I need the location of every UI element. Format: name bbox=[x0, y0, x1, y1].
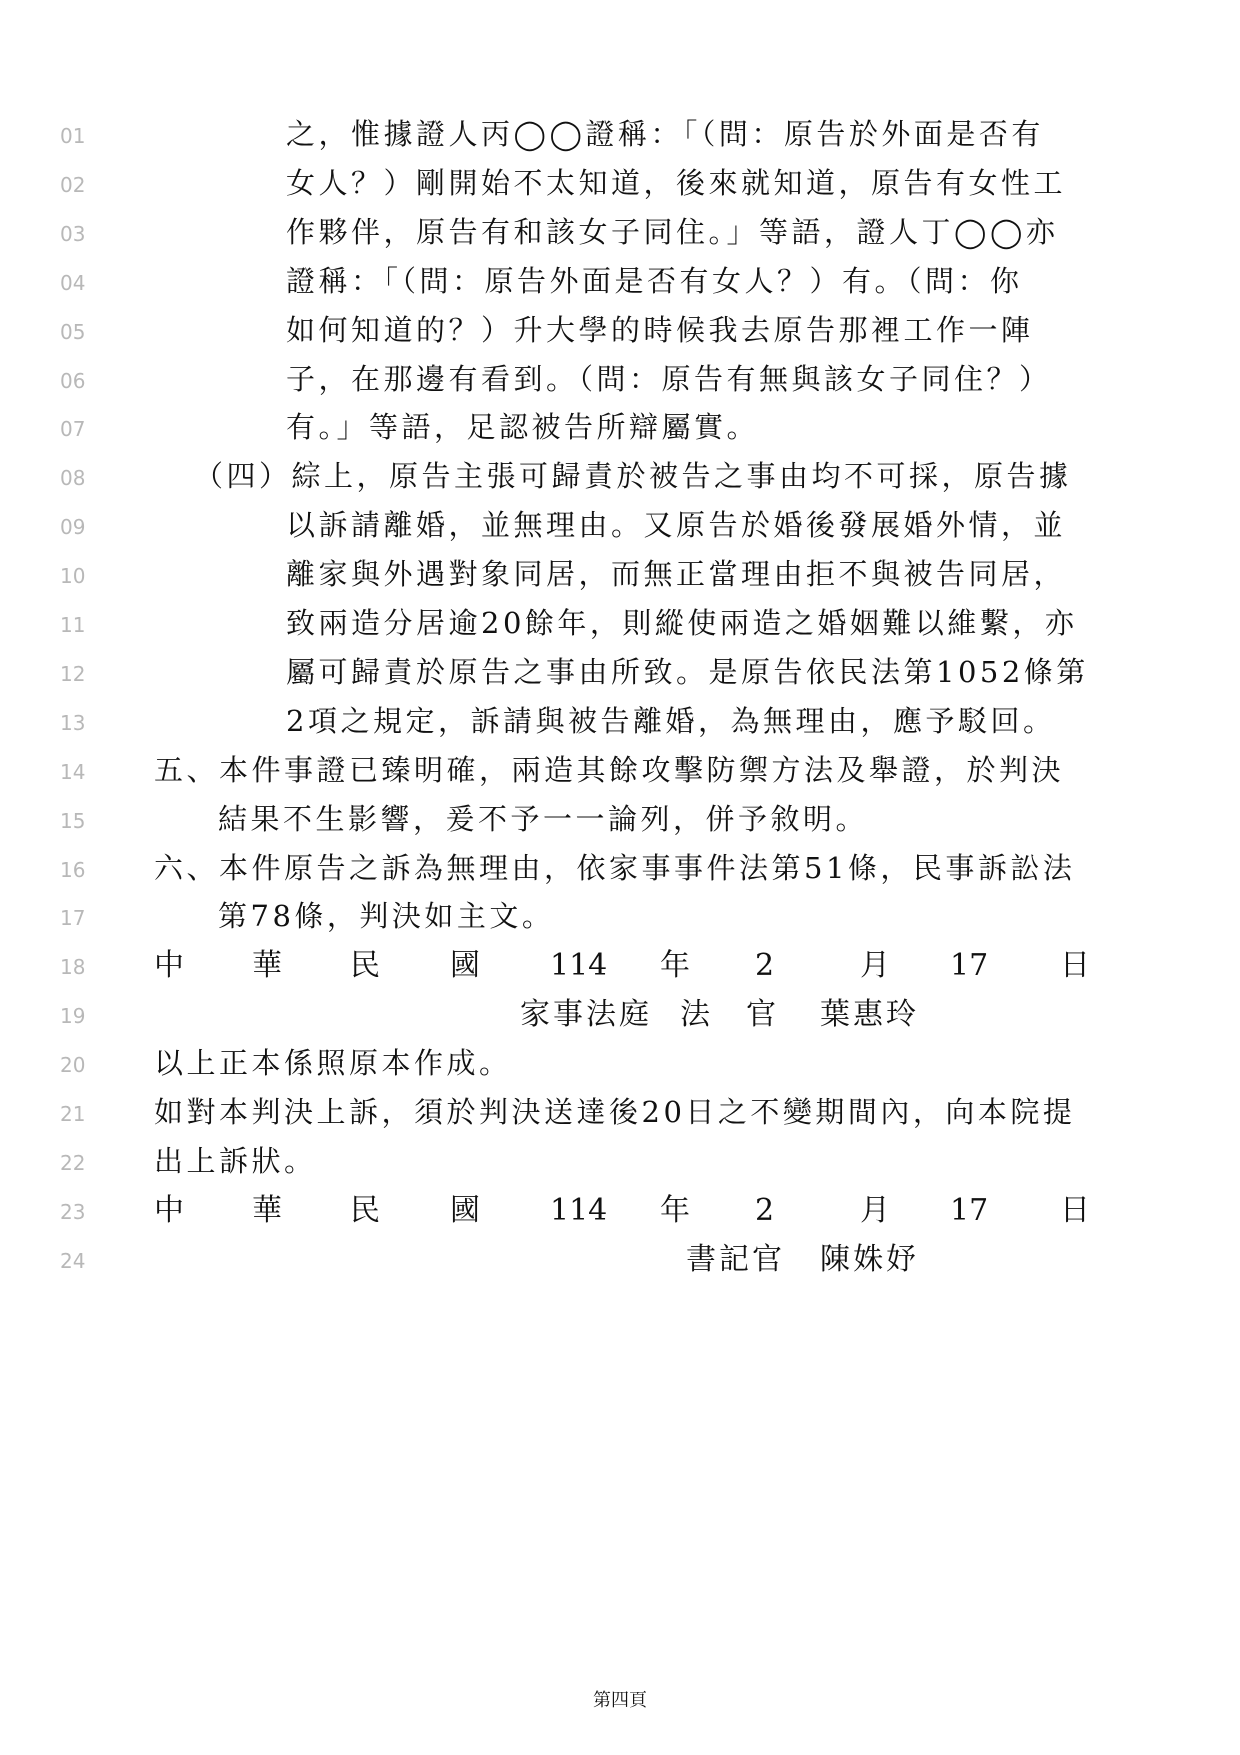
line-number: 21 bbox=[60, 1102, 86, 1126]
date-cell: 年 bbox=[660, 948, 690, 984]
body-line bbox=[0, 452, 1240, 501]
body-line bbox=[0, 501, 1240, 550]
judge-title: 法 官 bbox=[680, 997, 779, 1033]
line-number: 10 bbox=[60, 564, 86, 589]
body-line bbox=[0, 355, 1240, 404]
body-line-text: 第78條，判決如主文。 bbox=[218, 899, 555, 934]
line-number: 05 bbox=[60, 319, 86, 344]
date-cell: 日 bbox=[1060, 948, 1090, 984]
body-line-text: 以訴請離婚，並無理由。又原告於婚後發展婚外情，並 bbox=[286, 508, 1067, 543]
date-cell: 日 bbox=[1060, 1192, 1090, 1228]
notice-line bbox=[0, 1137, 1240, 1186]
line-number: 23 bbox=[60, 1199, 86, 1224]
judge-signature-line bbox=[0, 990, 1240, 1039]
body-line-text: 作夥伴，原告有和該女子同住。」等語，證人丁◯◯亦 bbox=[286, 214, 1059, 249]
line-number: 13 bbox=[60, 710, 86, 735]
body-line-text: 女人？）剛開始不太知道，後來就知道，原告有女性工 bbox=[286, 165, 1067, 200]
body-line-text: 致兩造分居逾20餘年，則縱使兩造之婚姻難以維繫，亦 bbox=[286, 606, 1078, 640]
line-number: 16 bbox=[60, 857, 86, 882]
judge-name: 葉惠玲 bbox=[820, 997, 919, 1033]
line-number: 11 bbox=[60, 613, 86, 637]
notice-line bbox=[0, 1088, 1240, 1137]
date-cell: 月 bbox=[860, 948, 890, 984]
body-line-text: （四）綜上，原告主張可歸責於被告之事由均不可採，原告據 bbox=[194, 459, 1072, 494]
body-line-text: 五、本件事證已臻明確，兩造其餘攻擊防禦方法及舉證，於判決 bbox=[154, 752, 1065, 787]
date-cell: 17 bbox=[950, 948, 989, 984]
date-cell: 民 bbox=[350, 948, 380, 984]
date-line bbox=[0, 1186, 1240, 1235]
date-cell: 年 bbox=[660, 1192, 690, 1228]
date-cell: 114 bbox=[550, 1192, 608, 1228]
date-cell: 114 bbox=[550, 948, 608, 984]
body-line-text: 2項之規定，訴請與被告離婚，為無理由，應予駁回。 bbox=[286, 703, 1056, 738]
line-number: 03 bbox=[60, 221, 86, 246]
line-number: 18 bbox=[60, 955, 86, 980]
date-cell: 國 bbox=[450, 1192, 480, 1228]
date-cell: 2 bbox=[755, 948, 775, 984]
line-number: 12 bbox=[60, 661, 86, 686]
line-number: 24 bbox=[60, 1248, 86, 1273]
line-number: 02 bbox=[60, 172, 86, 197]
body-line bbox=[0, 306, 1240, 355]
notice-line-text: 如對本判決上訴，須於判決送達後20日之不變期間內，向本院提 bbox=[154, 1095, 1076, 1129]
body-line-text: 結果不生影響，爰不予一一論列，併予敘明。 bbox=[218, 801, 869, 836]
date-cell: 中 bbox=[154, 1192, 184, 1228]
line-number: 04 bbox=[60, 270, 86, 295]
body-line bbox=[0, 159, 1240, 208]
line-number: 09 bbox=[60, 515, 86, 540]
body-line bbox=[0, 746, 1240, 795]
date-cell: 國 bbox=[450, 948, 480, 984]
date-line bbox=[0, 941, 1240, 990]
body-line bbox=[0, 648, 1240, 697]
body-line bbox=[0, 110, 1240, 159]
date-cell: 中 bbox=[154, 948, 184, 984]
clerk-name: 陳姝妤 bbox=[820, 1241, 919, 1277]
line-number: 08 bbox=[60, 466, 86, 491]
notice-line-text: 出上訴狀。 bbox=[154, 1143, 317, 1178]
line-number: 01 bbox=[60, 124, 86, 148]
page-footer: 第四頁 bbox=[593, 1690, 647, 1711]
date-cell: 華 bbox=[252, 1192, 282, 1228]
body-line-text: 屬可歸責於原告之事由所致。是原告依民法第1052條第 bbox=[286, 654, 1089, 689]
date-cell: 17 bbox=[950, 1192, 989, 1228]
body-line bbox=[0, 403, 1240, 452]
date-cell: 2 bbox=[755, 1192, 775, 1228]
date-cell: 月 bbox=[860, 1192, 890, 1228]
body-line bbox=[0, 697, 1240, 746]
body-line-text: 之，惟據證人丙◯◯證稱：「（問：原告於外面是否有 bbox=[286, 117, 1044, 151]
notice-line bbox=[0, 1039, 1240, 1088]
line-number: 07 bbox=[60, 417, 86, 442]
body-line-text: 如何知道的？）升大學的時候我去原告那裡工作一陣 bbox=[286, 312, 1034, 347]
body-line bbox=[0, 599, 1240, 648]
line-number: 15 bbox=[60, 808, 86, 833]
body-line bbox=[0, 795, 1240, 844]
body-line bbox=[0, 208, 1240, 257]
clerk-signature-line bbox=[0, 1235, 1240, 1284]
body-line-text: 證稱：「（問：原告外面是否有女人？）有。（問：你 bbox=[286, 263, 1023, 298]
body-line-text: 子，在那邊有看到。（問：原告有無與該女子同住？） bbox=[286, 361, 1052, 396]
line-number: 22 bbox=[60, 1150, 86, 1175]
body-line-text: 六、本件原告之訴為無理由，依家事事件法第51條，民事訴訟法 bbox=[154, 850, 1076, 885]
body-line-text: 離家與外遇對象同居，而無正當理由拒不與被告同居， bbox=[286, 557, 1067, 592]
body-line bbox=[0, 550, 1240, 599]
line-number: 14 bbox=[60, 759, 86, 784]
body-line bbox=[0, 257, 1240, 306]
court-division: 家事法庭 bbox=[520, 997, 652, 1033]
date-cell: 民 bbox=[350, 1192, 380, 1228]
clerk-title: 書記官 bbox=[686, 1241, 785, 1277]
date-cell: 華 bbox=[252, 948, 282, 984]
line-number: 20 bbox=[60, 1053, 86, 1078]
body-line bbox=[0, 844, 1240, 893]
line-number: 06 bbox=[60, 368, 86, 393]
body-line bbox=[0, 892, 1240, 941]
body-line-text: 有。」等語，足認被告所辯屬實。 bbox=[286, 410, 760, 445]
line-number: 17 bbox=[60, 906, 86, 931]
line-number: 19 bbox=[60, 1004, 86, 1029]
notice-line-text: 以上正本係照原本作成。 bbox=[154, 1046, 512, 1081]
